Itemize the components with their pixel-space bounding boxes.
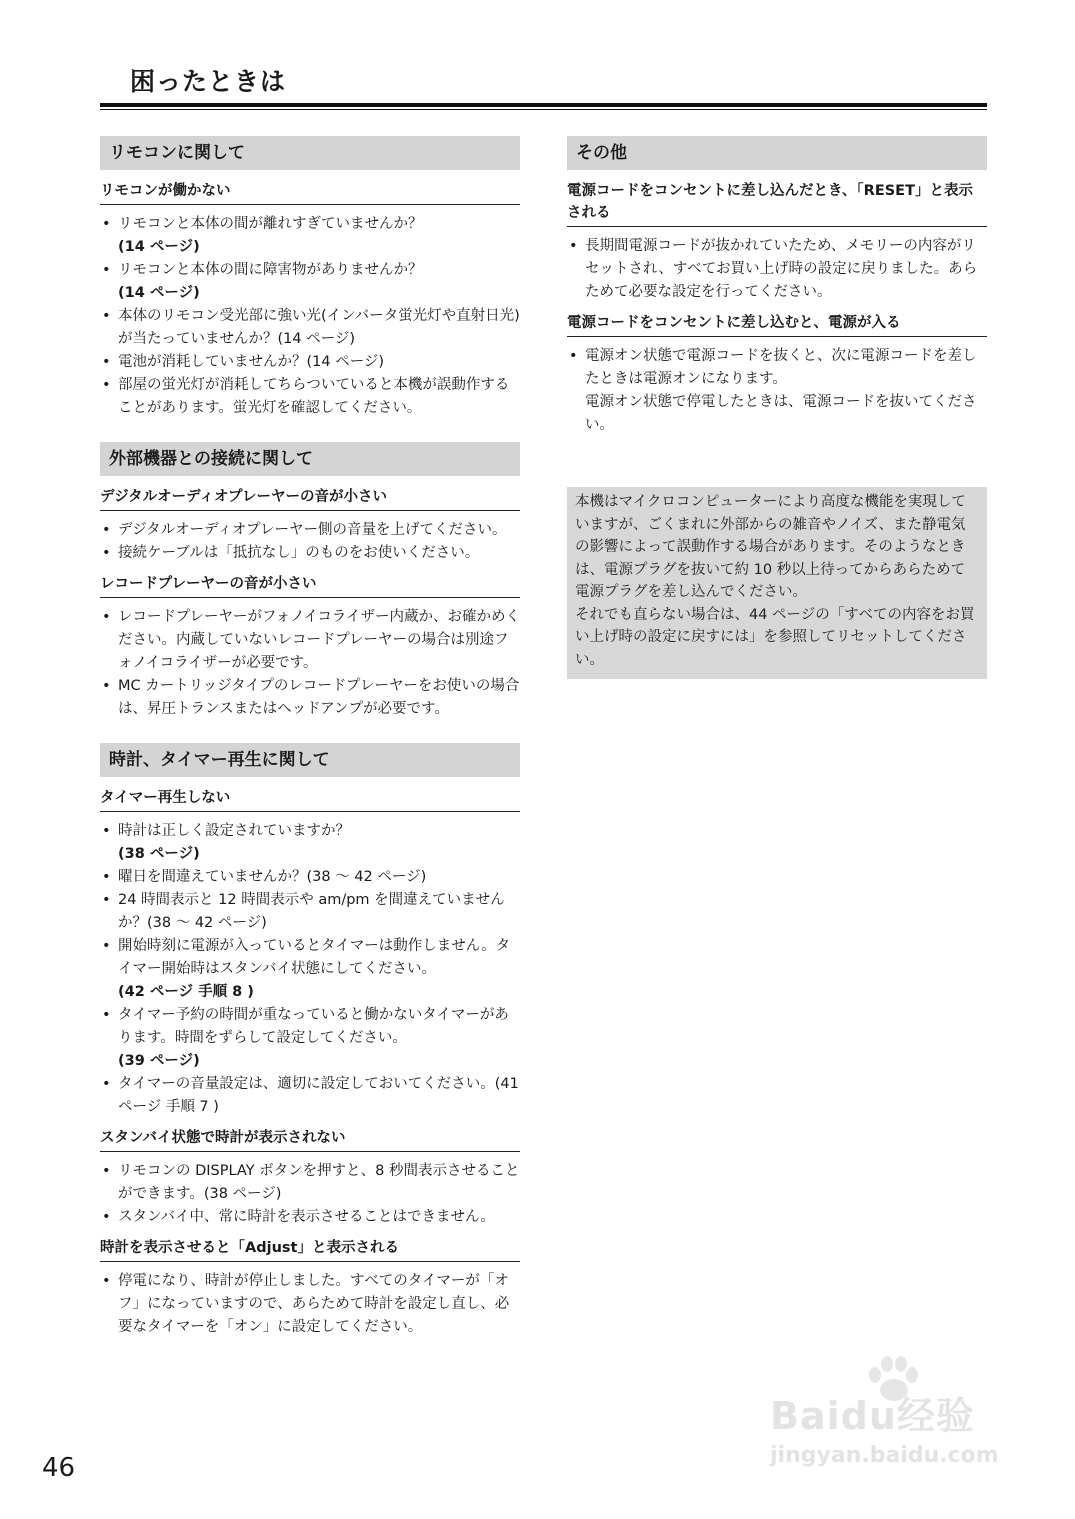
reset-list <box>567 235 987 304</box>
list-item: • リモコンの DISPLAY ボタンを押すと、8 秒間表示させることができます。(38 ページ) <box>100 1160 520 1206</box>
list-item: • レコードプレーヤーがフォノイコライザー内蔵か、お確かめください。内蔵していないレコードプレーヤーの場合は別途フォノイコライザーが必要です。 <box>100 606 520 675</box>
note-paragraph: 本機はマイクロコンピューターにより高度な機能を実現していますが、ごくまれに外部からの雑音やノイズ、また静電気の影響によって誤動作する場合があります。そのようなときは、電源プラグを抜いて約 10 秒以上待ってからあらためて電源プラグを差し込んでください。 <box>575 494 966 600</box>
list-item: • MC カートリッジタイプのレコードプレーヤーをお使いの場合は、昇圧トランスまたはヘッドアンプが必要です。 <box>100 675 520 721</box>
watermark <box>770 1355 1010 1475</box>
section-heading-external: 外部機器との接続に関して <box>100 442 520 476</box>
subheading-standby-clock: スタンバイ状態で時計が表示されない <box>100 1127 520 1152</box>
left-column <box>100 136 520 1347</box>
list-item: • 長期間電源コードが抜かれていたため、メモリーの内容がリセットされ、すべてお買い上げ時の設定に戻りました。あらためて必要な設定を行ってください。 <box>567 235 987 304</box>
subheading-adjust: 時計を表示させると「Adjust」と表示される <box>100 1237 520 1262</box>
section-heading-other: その他 <box>567 136 987 170</box>
watermark-logo: Baidu经验 <box>770 1394 975 1438</box>
subheading-reset: 電源コードをコンセントに差し込んだとき、「RESET」と表示される <box>567 180 987 227</box>
subheading-dap-quiet: デジタルオーディオプレーヤーの音が小さい <box>100 486 520 511</box>
title-rule <box>100 103 987 107</box>
list-item: • デジタルオーディオプレーヤー側の音量を上げてください。 <box>100 519 520 542</box>
list-item: • 開始時刻に電源が入っているとタイマーは動作しません。タイマー開始時はスタンバイ状態にしてください。 (42 ページ 手順 8 ) <box>100 935 520 1004</box>
list-item: • 接続ケーブルは「抵抗なし」のものをお使いください。 <box>100 542 520 565</box>
remote-list <box>100 213 520 420</box>
list-item: • 部屋の蛍光灯が消耗してちらついていると本機が誤動作することがあります。蛍光灯を確認してください。 <box>100 374 520 420</box>
list-item: • リモコンと本体の間が離れすぎていませんか？ (14 ページ) <box>100 213 520 259</box>
watermark-url: jingyan.baidu.com <box>770 1443 999 1468</box>
adjust-list <box>100 1270 520 1339</box>
page-title: 困ったときは <box>130 67 287 96</box>
list-item: • タイマーの音量設定は、適切に設定しておいてください。(41 ページ 手順 7 ) <box>100 1073 520 1119</box>
subheading-record-quiet: レコードプレーヤーの音が小さい <box>100 573 520 598</box>
note-box <box>567 487 987 679</box>
power-list <box>567 345 987 437</box>
list-item: • 24 時間表示と 12 時間表示や am/pm を間違えていませんか？(38 ～ 42 ページ) <box>100 889 520 935</box>
page-number: 46 <box>42 1453 76 1483</box>
section-heading-remote: リモコンに関して <box>100 136 520 170</box>
subheading-remote-not-working: リモコンが働かない <box>100 180 520 205</box>
subheading-power-on: 電源コードをコンセントに差し込むと、電源が入る <box>567 312 987 337</box>
standby-list <box>100 1160 520 1229</box>
list-item: • 停電になり、時計が停止しました。すべてのタイマーが「オフ」になっていますので、あらためて時計を設定し直し、必要なタイマーを「オン」に設定してください。 <box>100 1270 520 1339</box>
list-item: • 時計は正しく設定されていますか？ (38 ページ) <box>100 820 520 866</box>
list-item: • タイマー予約の時間が重なっていると働かないタイマーがあります。時間をずらして設定してください。 (39 ページ) <box>100 1004 520 1073</box>
title-rule-thin <box>100 109 987 110</box>
list-item: • 電池が消耗していませんか？(14 ページ) <box>100 351 520 374</box>
list-item: • 電源オン状態で電源コードを抜くと、次に電源コードを差したときは電源オンになります。 電源オン状態で停電したときは、電源コードを抜いてください。 <box>567 345 987 437</box>
right-column <box>567 136 987 679</box>
note-paragraph: それでも直らない場合は、44 ページの「すべての内容をお買い上げ時の設定に戻すには」を参照してリセットしてください。 <box>575 606 975 668</box>
list-item: • スタンバイ中、常に時計を表示させることはできません。 <box>100 1206 520 1229</box>
record-list <box>100 606 520 721</box>
list-item: • 曜日を間違えていませんか？(38 ～ 42 ページ) <box>100 866 520 889</box>
list-item: • リモコンと本体の間に障害物がありませんか？ (14 ページ) <box>100 259 520 305</box>
dap-list <box>100 519 520 565</box>
list-item: • 本体のリモコン受光部に強い光(インバータ蛍光灯や直射日光)が当たっていませんか？(14 ページ) <box>100 305 520 351</box>
section-heading-clock: 時計、タイマー再生に関して <box>100 743 520 777</box>
subheading-timer-not-playing: タイマー再生しない <box>100 787 520 812</box>
timer-list <box>100 820 520 1119</box>
